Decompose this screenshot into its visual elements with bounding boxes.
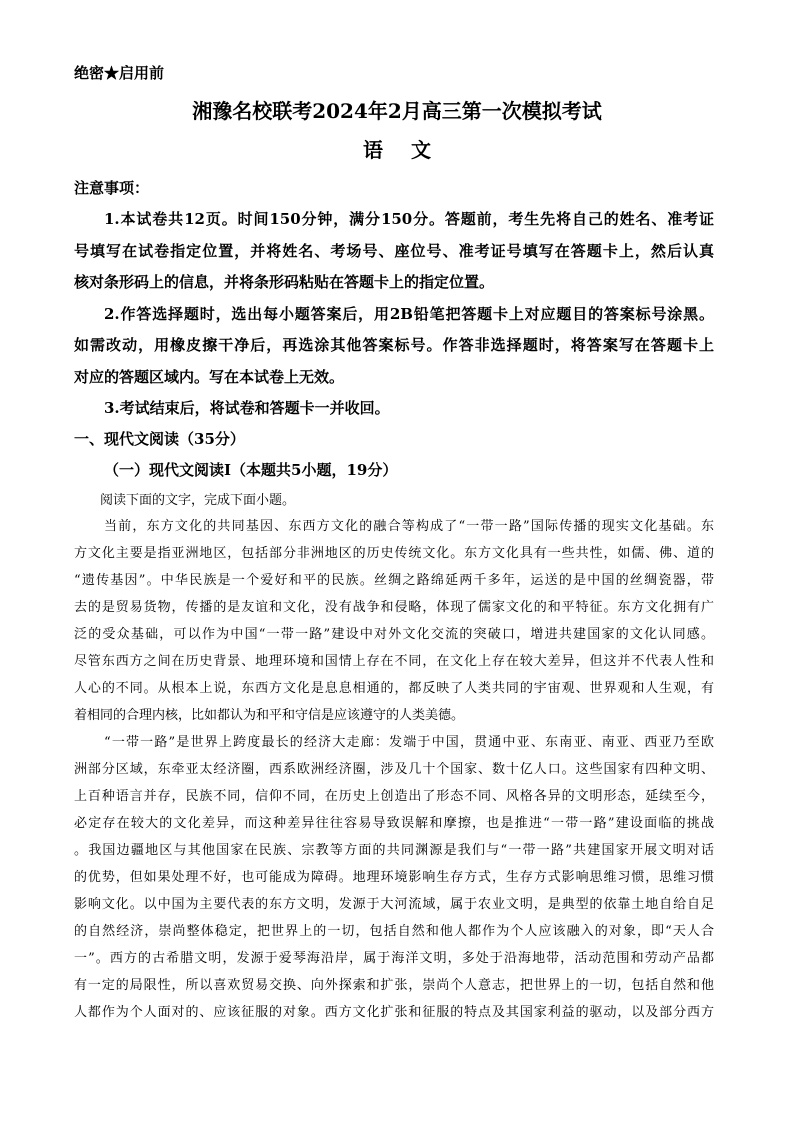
passage-line: 尽管东西方之间在历史背景、地理环境和国情上存在不同，在文化上存在较大差异，但这并不代表人性和 xyxy=(74,654,714,669)
notice-line: 3.考试结束后，将试卷和答题卡一并收回。 xyxy=(104,399,390,417)
passage-line: 人心的不同。从根本上说，东西方文化是息息相通的，都反映了人类共同的宇宙观、世界观和人生观，有 xyxy=(74,681,714,696)
passage-line: 影响文化。以中国为主要代表的东方文明，发源于大河流域，属于农业文明，是典型的依靠土地自给自足 xyxy=(74,897,714,912)
passage-line: 的优势，但如果处理不好，也可能成为障碍。地理环境影响生存方式，生存方式影响思维习惯，思维习惯 xyxy=(74,870,714,885)
passage-line: 去的是贸易货物，传播的是友谊和文化，没有战争和侵略，体现了儒家文化的和平特征。东方文化拥有广 xyxy=(74,600,714,615)
notice-line: 号填写在试卷指定位置，并将姓名、考场号、座位号、准考证号填写在答题卡上，然后认真 xyxy=(74,242,714,260)
subject-title: 语文 xyxy=(363,138,459,162)
passage-line: 洲部分区域，东牵亚太经济圈，西系欧洲经济圈，涉及几十个国家、数十亿人口。这些国家有四种文明、 xyxy=(74,762,714,777)
reading-instruction: 阅读下面的文字，完成下面小题。 xyxy=(100,493,296,508)
passage-line: 方文化主要是指亚洲地区，包括部分非洲地区的历史传统文化。东方文化具有一些共性，如儒、佛、道的 xyxy=(74,546,714,561)
exam-title: 湘豫名校联考2024年2月高三第一次模拟考试 xyxy=(192,99,602,123)
notice-heading: 注意事项： xyxy=(74,179,150,197)
passage-line: 有一定的局限性，所以喜欢贸易交换、向外探索和扩张，崇尚个人意志，把世界上的一切，包括自然和他 xyxy=(74,978,714,993)
passage-line: 的自然经济，崇尚整体稳定，把世界上的一切，包括自然和他人都作为个人应该融入的对象，即“天人合 xyxy=(74,924,714,939)
passage-line: 。我国边疆地区与其他国家在民族、宗教等方面的共同渊源是我们与“一带一路”共建国家开展文明对话 xyxy=(74,843,714,858)
subsection-heading: （一）现代文阅读Ⅰ（本题共5小题，19分） xyxy=(104,461,398,479)
passage-line: 上百种语言并存，民族不同，信仰不同，在历史上创造出了形态不同、风格各异的文明形态，延续至今， xyxy=(74,789,714,804)
passage-line: 必定存在较大的文化差异，而这种差异往往容易导致误解和摩擦，也是推进“一带一路”建设面临的挑战 xyxy=(74,816,714,831)
notice-line: 2.作答选择题时，选出每小题答案后，用2B铅笔把答题卡上对应题目的答案标号涂黑。 xyxy=(104,305,714,323)
notice-line: 对应的答题区域内。写在本试卷上无效。 xyxy=(74,368,345,386)
passage-line: 人都作为个人面对的、应该征服的对象。西方文化扩张和征服的特点及其国家利益的驱动，以及部分西方 xyxy=(74,1005,714,1020)
notice-line: 如需改动，用橡皮擦干净后，再选涂其他答案标号。作答非选择题时，将答案写在答题卡上 xyxy=(74,336,714,354)
passage-line: “遗传基因”。中华民族是一个爱好和平的民族。丝绸之路绵延两千多年，运送的是中国的丝绸瓷器，带 xyxy=(74,573,714,588)
notice-line: 核对条形码上的信息，并将条形码粘贴在答题卡上的指定位置。 xyxy=(74,273,495,291)
passage-line: 泛的受众基础，可以作为中国“一带一路”建设中对外文化交流的突破口，增进共建国家的文化认同感。 xyxy=(74,627,714,642)
passage-line: 着相同的合理内核，比如都认为和平和守信是应该遵守的人类美德。 xyxy=(74,708,465,723)
notice-line: 1.本试卷共12页。时间150分钟，满分150分。答题前，考生先将自己的姓名、准考证 xyxy=(104,210,714,228)
passage-line: 当前，东方文化的共同基因、东西方文化的融合等构成了“一带一路”国际传播的现实文化基础。东 xyxy=(104,519,714,534)
confidential-label: 绝密★启用前 xyxy=(74,64,165,82)
passage-line: 一”。西方的古希腊文明，发源于爱琴海沿岸，属于海洋文明，多处于沿海地带，活动范围和劳动产品都 xyxy=(74,951,714,966)
section-heading: 一、现代文阅读（35分） xyxy=(74,430,245,448)
passage-line: “一带一路”是世界上跨度最长的经济大走廊：发端于中国，贯通中亚、东南亚、南亚、西亚乃至欧 xyxy=(104,735,714,750)
